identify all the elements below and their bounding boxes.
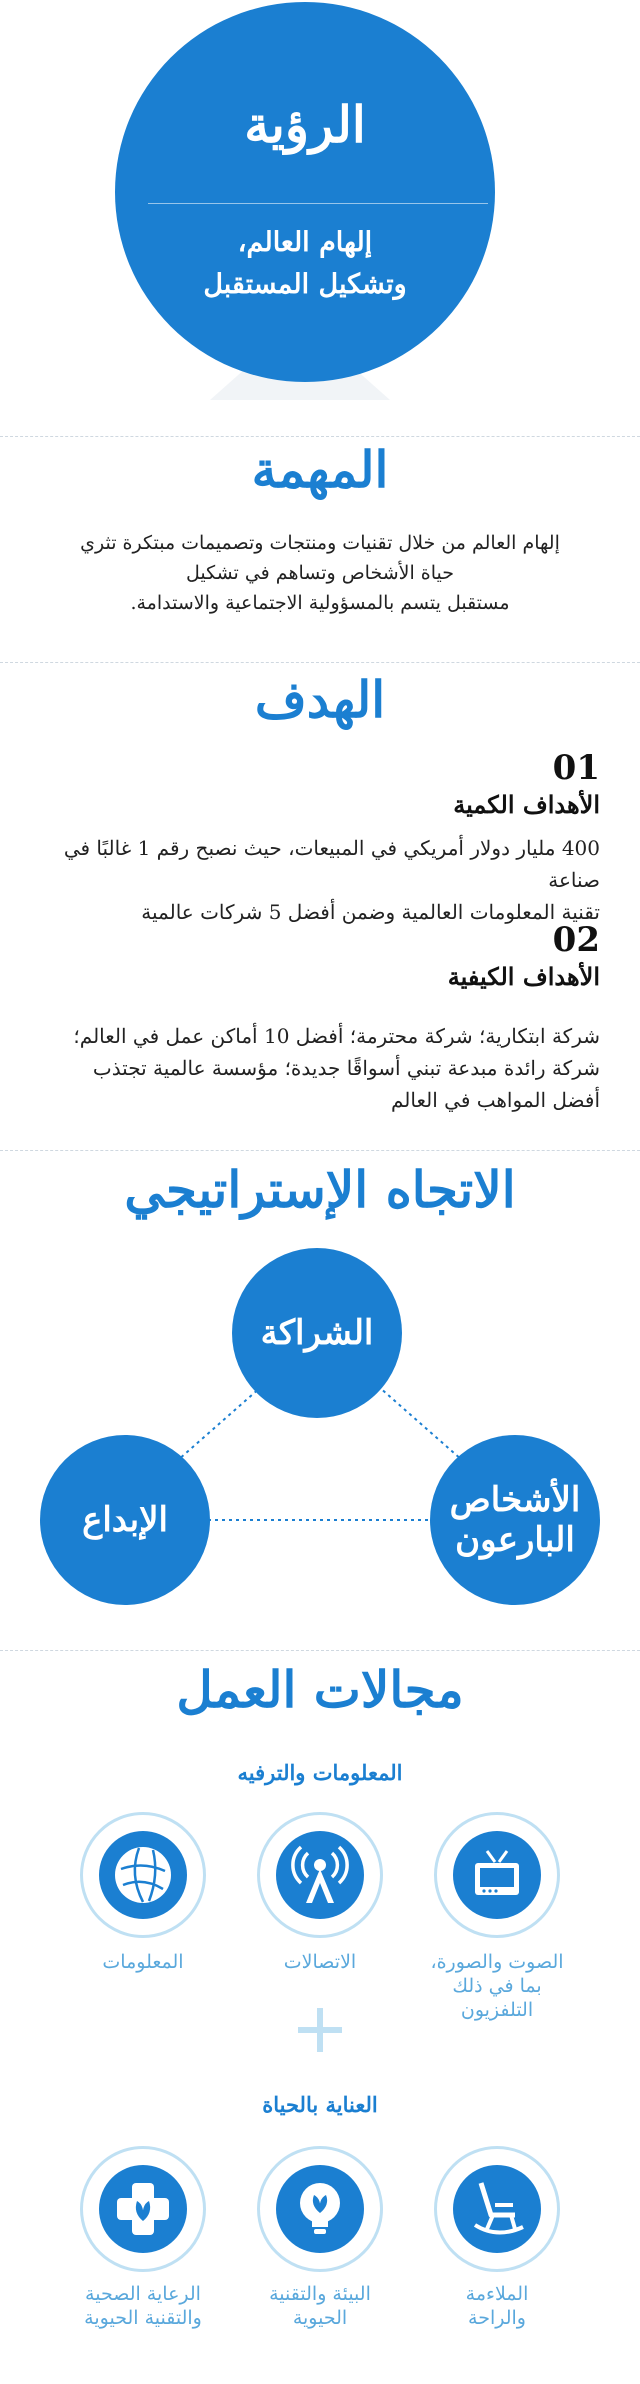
mission-statement — [60, 528, 580, 618]
vision-title: الرؤية — [244, 95, 366, 154]
category-title: العناية بالحياة — [262, 2092, 378, 2117]
antenna-icon — [276, 1831, 364, 1919]
medical-cross-ring — [80, 2146, 206, 2272]
bulb-ring — [257, 2146, 383, 2272]
goal-heading: الأهداف الكيفية — [447, 962, 600, 991]
mission-line-1: إلهام العالم من خلال تقنيات ومنتجات وتصميمات مبتكرة تثري — [80, 532, 560, 554]
business-title: مجالات العمل — [176, 1660, 464, 1719]
area-label-line: البيئة والتقنية — [269, 2283, 371, 2305]
globe-ring — [80, 1812, 206, 1938]
area-label-line: بما في ذلك — [452, 1975, 542, 1997]
vision-divider — [148, 203, 488, 204]
strategy-title: الاتجاه الإستراتيجي — [124, 1160, 516, 1219]
mission-line-2: حياة الأشخاص وتساهم في تشكيل — [185, 562, 455, 584]
area-label-line: الاتصالات — [283, 1951, 357, 1973]
vision-line-2: وتشكيل المستقبل — [203, 269, 407, 300]
category-title: المعلومات والترفيه — [237, 1760, 403, 1785]
goal-description — [30, 832, 600, 928]
antenna-ring — [257, 1812, 383, 1938]
area-label-environment — [235, 2282, 405, 2330]
bulb-leaf-icon — [276, 2165, 364, 2253]
vision-line-1: إلهام العالم، — [237, 227, 373, 258]
area-label-line: الحيوية — [292, 2307, 348, 2329]
strategy-people-line-2: البارعون — [455, 1520, 575, 1560]
area-label-information — [58, 1950, 228, 1974]
vision-circle-tail — [0, 300, 640, 440]
plus-icon — [290, 2000, 350, 2060]
vision-section — [0, 0, 640, 440]
area-label-line: الرعاية الصحية — [85, 2283, 201, 2305]
goal-line: أفضل المواهب في العالم — [391, 1088, 600, 1112]
area-label-line: الصوت والصورة، — [430, 1951, 564, 1973]
area-label-comfort — [412, 2282, 582, 2330]
area-label-line: الملاءمة — [465, 2283, 529, 2305]
area-label-av — [412, 1950, 582, 2022]
area-label-line: والراحة — [468, 2307, 526, 2329]
area-label-line: والتقنية الحيوية — [84, 2307, 202, 2329]
section-divider — [0, 1650, 640, 1651]
vision-statement — [115, 222, 495, 306]
section-divider — [0, 436, 640, 437]
strategy-partnership-label: الشراكة — [260, 1313, 374, 1353]
medical-cross-leaf-icon — [99, 2165, 187, 2253]
area-label-communications — [235, 1950, 405, 1974]
tv-ring — [434, 1812, 560, 1938]
goal-line: تقنية المعلومات العالمية وضمن أفضل 5 شركات عالمية — [141, 900, 600, 924]
mission-title: المهمة — [251, 440, 389, 499]
mission-line-3: مستقبل يتسم بالمسؤولية الاجتماعية والاستدامة. — [130, 592, 510, 614]
goal-line: 400 مليار دولار أمريكي في المبيعات، حيث نصبح رقم 1 غالبًا في صناعة — [63, 836, 600, 892]
goal-number: 02 — [552, 920, 600, 960]
strategy-people-line-1: الأشخاص — [449, 1480, 581, 1520]
goal-description — [30, 1020, 600, 1116]
section-divider — [0, 1150, 640, 1151]
goal-line: شركة ابتكارية؛ شركة محترمة؛ أفضل 10 أماكن عمل في العالم؛ — [73, 1024, 600, 1048]
area-label-line: المعلومات — [102, 1951, 184, 1973]
goal-number: 01 — [552, 748, 600, 788]
strategy-people-label — [450, 1480, 581, 1560]
strategy-people-circle — [430, 1435, 600, 1605]
tv-icon — [453, 1831, 541, 1919]
strategy-creativity-circle — [40, 1435, 210, 1605]
rocking-chair-ring — [434, 2146, 560, 2272]
goal-title: الهدف — [254, 670, 386, 729]
strategy-partnership-circle — [232, 1248, 402, 1418]
goal-line: شركة رائدة مبدعة تبني أسواقًا جديدة؛ مؤسسة عالمية تجتذب — [92, 1056, 600, 1080]
area-label-healthcare — [58, 2282, 228, 2330]
section-divider — [0, 662, 640, 663]
globe-icon — [99, 1831, 187, 1919]
strategy-creativity-label: الإبداع — [82, 1500, 168, 1540]
area-label-line: التلفزيون — [460, 1999, 534, 2021]
rocking-chair-icon — [453, 2165, 541, 2253]
goal-heading: الأهداف الكمية — [453, 790, 600, 819]
